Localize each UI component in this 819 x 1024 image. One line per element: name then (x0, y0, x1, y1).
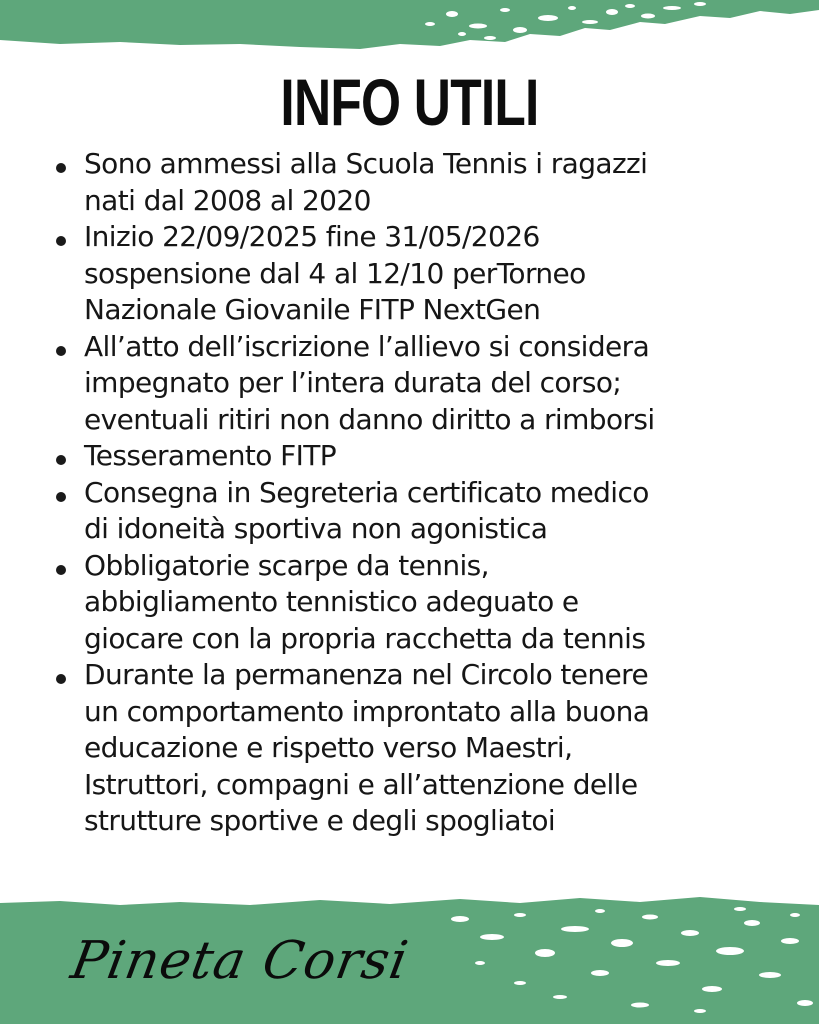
list-item-line: abbigliamento tennistico adeguato e (84, 585, 579, 618)
list-item-line: Durante la permanenza nel Circolo tenere (84, 658, 649, 691)
list-item-line: Istruttori, compagni e all’attenzione delle (84, 767, 638, 801)
list-item (54, 329, 804, 439)
bullet-icon (56, 565, 66, 575)
bullet-icon (56, 163, 66, 173)
list-item-line: di idoneità sportiva non agonistica (84, 512, 548, 545)
bullet-icon (56, 492, 66, 502)
list-item (54, 475, 804, 548)
list-item-line: All’atto dell’iscrizione l’allievo si considera (84, 329, 650, 363)
list-item-line: eventuali ritiri non danno diritto a rimborsi (84, 402, 655, 436)
list-item-line: un comportamento improntato alla buona (84, 694, 650, 728)
bullet-icon (56, 674, 66, 684)
bullet-icon (56, 236, 66, 246)
list-item (54, 657, 804, 840)
list-item (54, 438, 804, 475)
list-item-line: educazione e rispetto verso Maestri, (84, 731, 573, 764)
list-item (54, 219, 804, 329)
page-title: INFO UTILI (280, 65, 539, 139)
list-item-line: impegnato per l’intera durata del corso; (84, 366, 622, 399)
list-item-line: Inizio 22/09/2025 fine 31/05/2026 (84, 220, 540, 253)
bullet-icon (56, 455, 66, 465)
list-item-line: Sono ammessi alla Scuola Tennis i ragazzi (84, 147, 648, 180)
list-item-line: nati dal 2008 al 2020 (84, 183, 371, 217)
list-item-line: sospensione dal 4 al 12/10 perTorneo (84, 256, 586, 290)
info-list (54, 146, 804, 840)
top-brush-stroke (0, 0, 819, 58)
list-item-line: Nazionale Giovanile FITP NextGen (84, 293, 541, 326)
list-item-line: Obbligatorie scarpe da tennis, (84, 548, 489, 582)
list-item-line: strutture sportive e degli spogliatoi (84, 804, 556, 837)
signature-logo: Pineta Corsi (66, 931, 413, 991)
bullet-icon (56, 346, 66, 356)
list-item (54, 548, 804, 658)
list-item-line: giocare con la propria racchetta da tennis (84, 621, 646, 655)
list-item-line: Consegna in Segreteria certificato medico (84, 475, 649, 509)
list-item (54, 146, 804, 219)
list-item-line: Tesseramento FITP (84, 439, 337, 472)
